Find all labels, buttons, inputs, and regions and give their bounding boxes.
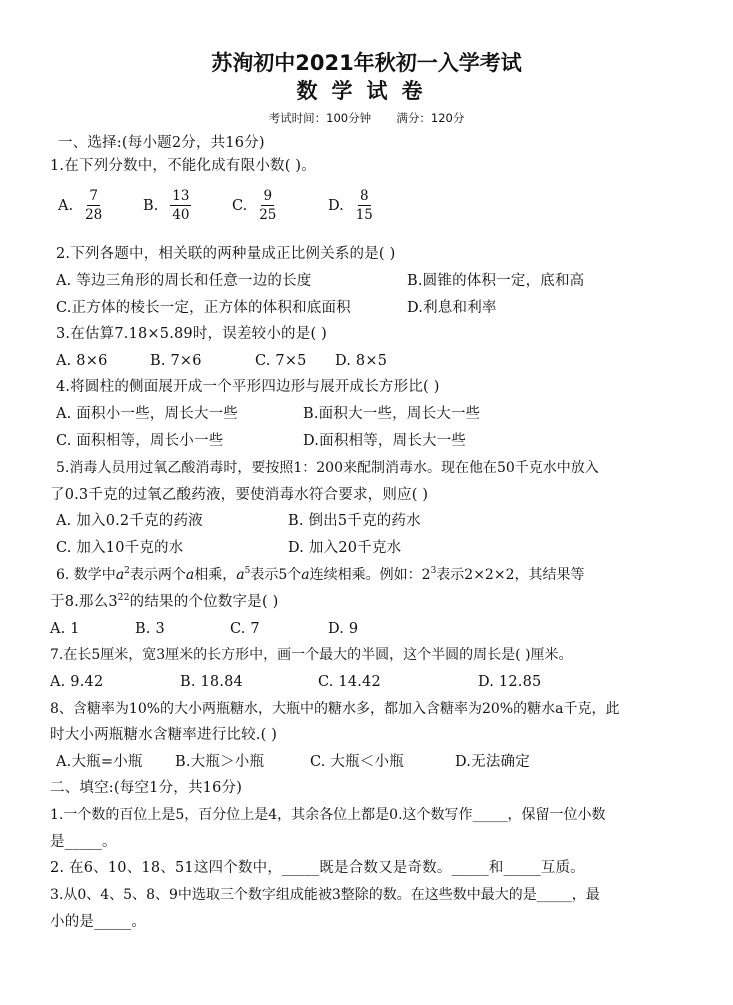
q1-option-c-fraction <box>259 188 276 223</box>
q1-option-c <box>232 188 276 223</box>
fraction-denominator: 40 <box>172 207 190 223</box>
q3-text: 3.在估算7.18×5.89时，误差较小的是( ) <box>56 326 327 342</box>
q1-option-d-fraction <box>356 188 373 223</box>
exam-title: 苏洵初中2021年秋初一入学考试 <box>211 51 522 75</box>
q8-option-c: C. 大瓶＜小瓶 <box>310 754 404 770</box>
q1-option-a-fraction <box>85 188 102 223</box>
section1-heading: 一、选择:(每小题2分，共16分) <box>58 135 265 151</box>
fraction-numerator: 8 <box>360 188 369 204</box>
fill-q2: 2. 在6、10、18、51这四个数中，_____既是合数又是奇数。_____和_____互质。 <box>50 860 585 876</box>
q7-option-a: A. 9.42 <box>50 674 104 690</box>
fill-q1-line2: 是_____。 <box>50 834 117 850</box>
q8-option-a: A.大瓶=小瓶 <box>56 754 143 770</box>
fraction-numerator: 7 <box>89 188 98 204</box>
q5-option-a: A. 加入0.2千克的药液 <box>56 513 203 529</box>
q1-option-b-fraction <box>170 188 191 223</box>
variable-a: a <box>185 567 195 583</box>
base: 3 <box>108 594 118 610</box>
section2-heading: 二、填空:(每空1分，共16分) <box>50 780 243 796</box>
q6-text: 表示2×2×2，其结果等 <box>436 567 585 583</box>
exponent: 2 <box>124 566 130 576</box>
q1-option-d-label: D. <box>328 197 344 214</box>
q6-text: 相乘， <box>194 567 237 583</box>
fraction-numerator: 9 <box>263 188 273 204</box>
q6-text: 于8.那么 <box>50 594 109 610</box>
exam-score: 满分：120分 <box>396 111 465 125</box>
q2-option-a: A. 等边三角形的周长和任意一边的长度 <box>56 273 312 289</box>
fraction-denominator: 25 <box>259 207 277 223</box>
q1-option-b-label: B. <box>143 197 159 214</box>
q8-text-line2: 时大小两瓶糖水含糖率进行比较.( ) <box>50 727 278 743</box>
q1-option-d <box>328 188 373 223</box>
variable-a: a <box>115 567 125 583</box>
q6-option-d: D. 9 <box>328 621 359 637</box>
q6-text: 表示两个 <box>129 567 186 583</box>
q6-option-b: B. 3 <box>135 621 165 637</box>
q3-option-d: D. 8×5 <box>335 353 388 369</box>
q1-option-c-label: C. <box>232 197 248 214</box>
exponent: 3 <box>430 566 437 576</box>
fraction-numerator: 13 <box>172 188 190 204</box>
q8-option-b: B.大瓶＞小瓶 <box>175 754 265 770</box>
q5-text-line1: 5.消毒人员用过氧乙酸消毒时，要按照1：200来配制消毒水。现在他在50千克水中放入 <box>56 460 599 476</box>
fraction-denominator: 15 <box>355 207 373 223</box>
q7-text: 7.在长5厘米，宽3厘米的长方形中，画一个最大的半圆，这个半圆的周长是( )厘米。 <box>50 647 573 663</box>
q4-option-c: C. 面积相等，周长小一些 <box>56 433 224 449</box>
q5-option-b: B. 倒出5千克的药水 <box>288 513 421 529</box>
exam-info <box>0 110 733 126</box>
q3-option-c: C. 7×5 <box>255 353 307 369</box>
exponent: 22 <box>117 593 130 603</box>
q2-option-c: C.正方体的棱长一定，正方体的体积和底面积 <box>56 300 351 316</box>
q4-option-d: D.面积相等，周长大一些 <box>303 433 467 449</box>
q6-option-c: C. 7 <box>230 621 260 637</box>
q5-option-c: C. 加入10千克的水 <box>56 540 184 556</box>
q2-option-d: D.利息和利率 <box>407 300 497 316</box>
q5-option-d: D. 加入20千克水 <box>288 540 402 556</box>
exponent: 5 <box>244 566 251 576</box>
q6-text: 的结果的个位数字是( ) <box>129 594 279 610</box>
q6-text: 6. 数学中 <box>56 567 116 583</box>
q4-text: 4.将圆柱的侧面展开成一个平形四边形与展开成长方形比( ) <box>56 379 440 395</box>
fill-q3-line2: 小的是_____。 <box>50 914 147 930</box>
q7-option-d: D. 12.85 <box>478 674 542 690</box>
q1-text: 1.在下列分数中，不能化成有限小数( )。 <box>50 158 316 174</box>
exam-subtitle: 数学试卷 <box>296 79 437 103</box>
fill-q3-line1: 3.从0、4、5、8、9中选取三个数字组成能被3整除的数。在这些数中最大的是_____，最 <box>50 887 600 903</box>
q3-option-a: A. 8×6 <box>56 353 108 369</box>
q4-option-a: A. 面积小一些，周长大一些 <box>56 406 238 422</box>
base: 2 <box>421 567 431 583</box>
q6-text-line2 <box>50 593 278 611</box>
q8-text-line1: 8、含糖率为10%的大小两瓶糖水，大瓶中的糖水多，都加入含糖率为20%的糖水a千克，此 <box>50 701 620 717</box>
q8-option-d: D.无法确定 <box>455 754 530 770</box>
q1-option-a-label: A. <box>58 197 74 214</box>
q7-option-b: B. 18.84 <box>180 674 243 690</box>
exam-time: 考试时间：100分钟 <box>268 111 372 125</box>
q4-option-b: B.面积大一些，周长大一些 <box>303 406 481 422</box>
q5-text-line2: 了0.3千克的过氧乙酸药液，要使消毒水符合要求，则应( ) <box>50 487 429 503</box>
q1-option-b <box>143 188 191 223</box>
q2-text: 2.下列各题中，相关联的两种量成正比例关系的是( ) <box>56 246 396 262</box>
variable-a: a <box>236 567 245 583</box>
fraction-denominator: 28 <box>85 207 103 223</box>
q6-text: 连续相乘。例如： <box>309 567 422 583</box>
q6-text: 表示5个 <box>250 567 302 583</box>
variable-a: a <box>301 567 310 583</box>
q6-option-a: A. 1 <box>50 621 80 637</box>
q6-text-line1 <box>56 566 584 584</box>
q2-option-b: B.圆锥的体积一定，底和高 <box>407 273 585 289</box>
fill-q1-line1: 1.一个数的百位上是5，百分位上是4，其余各位上都是0.这个数写作_____，保留一位小数 <box>50 807 606 823</box>
q1-option-a <box>58 188 102 223</box>
q3-option-b: B. 7×6 <box>150 353 202 369</box>
q7-option-c: C. 14.42 <box>318 674 381 690</box>
